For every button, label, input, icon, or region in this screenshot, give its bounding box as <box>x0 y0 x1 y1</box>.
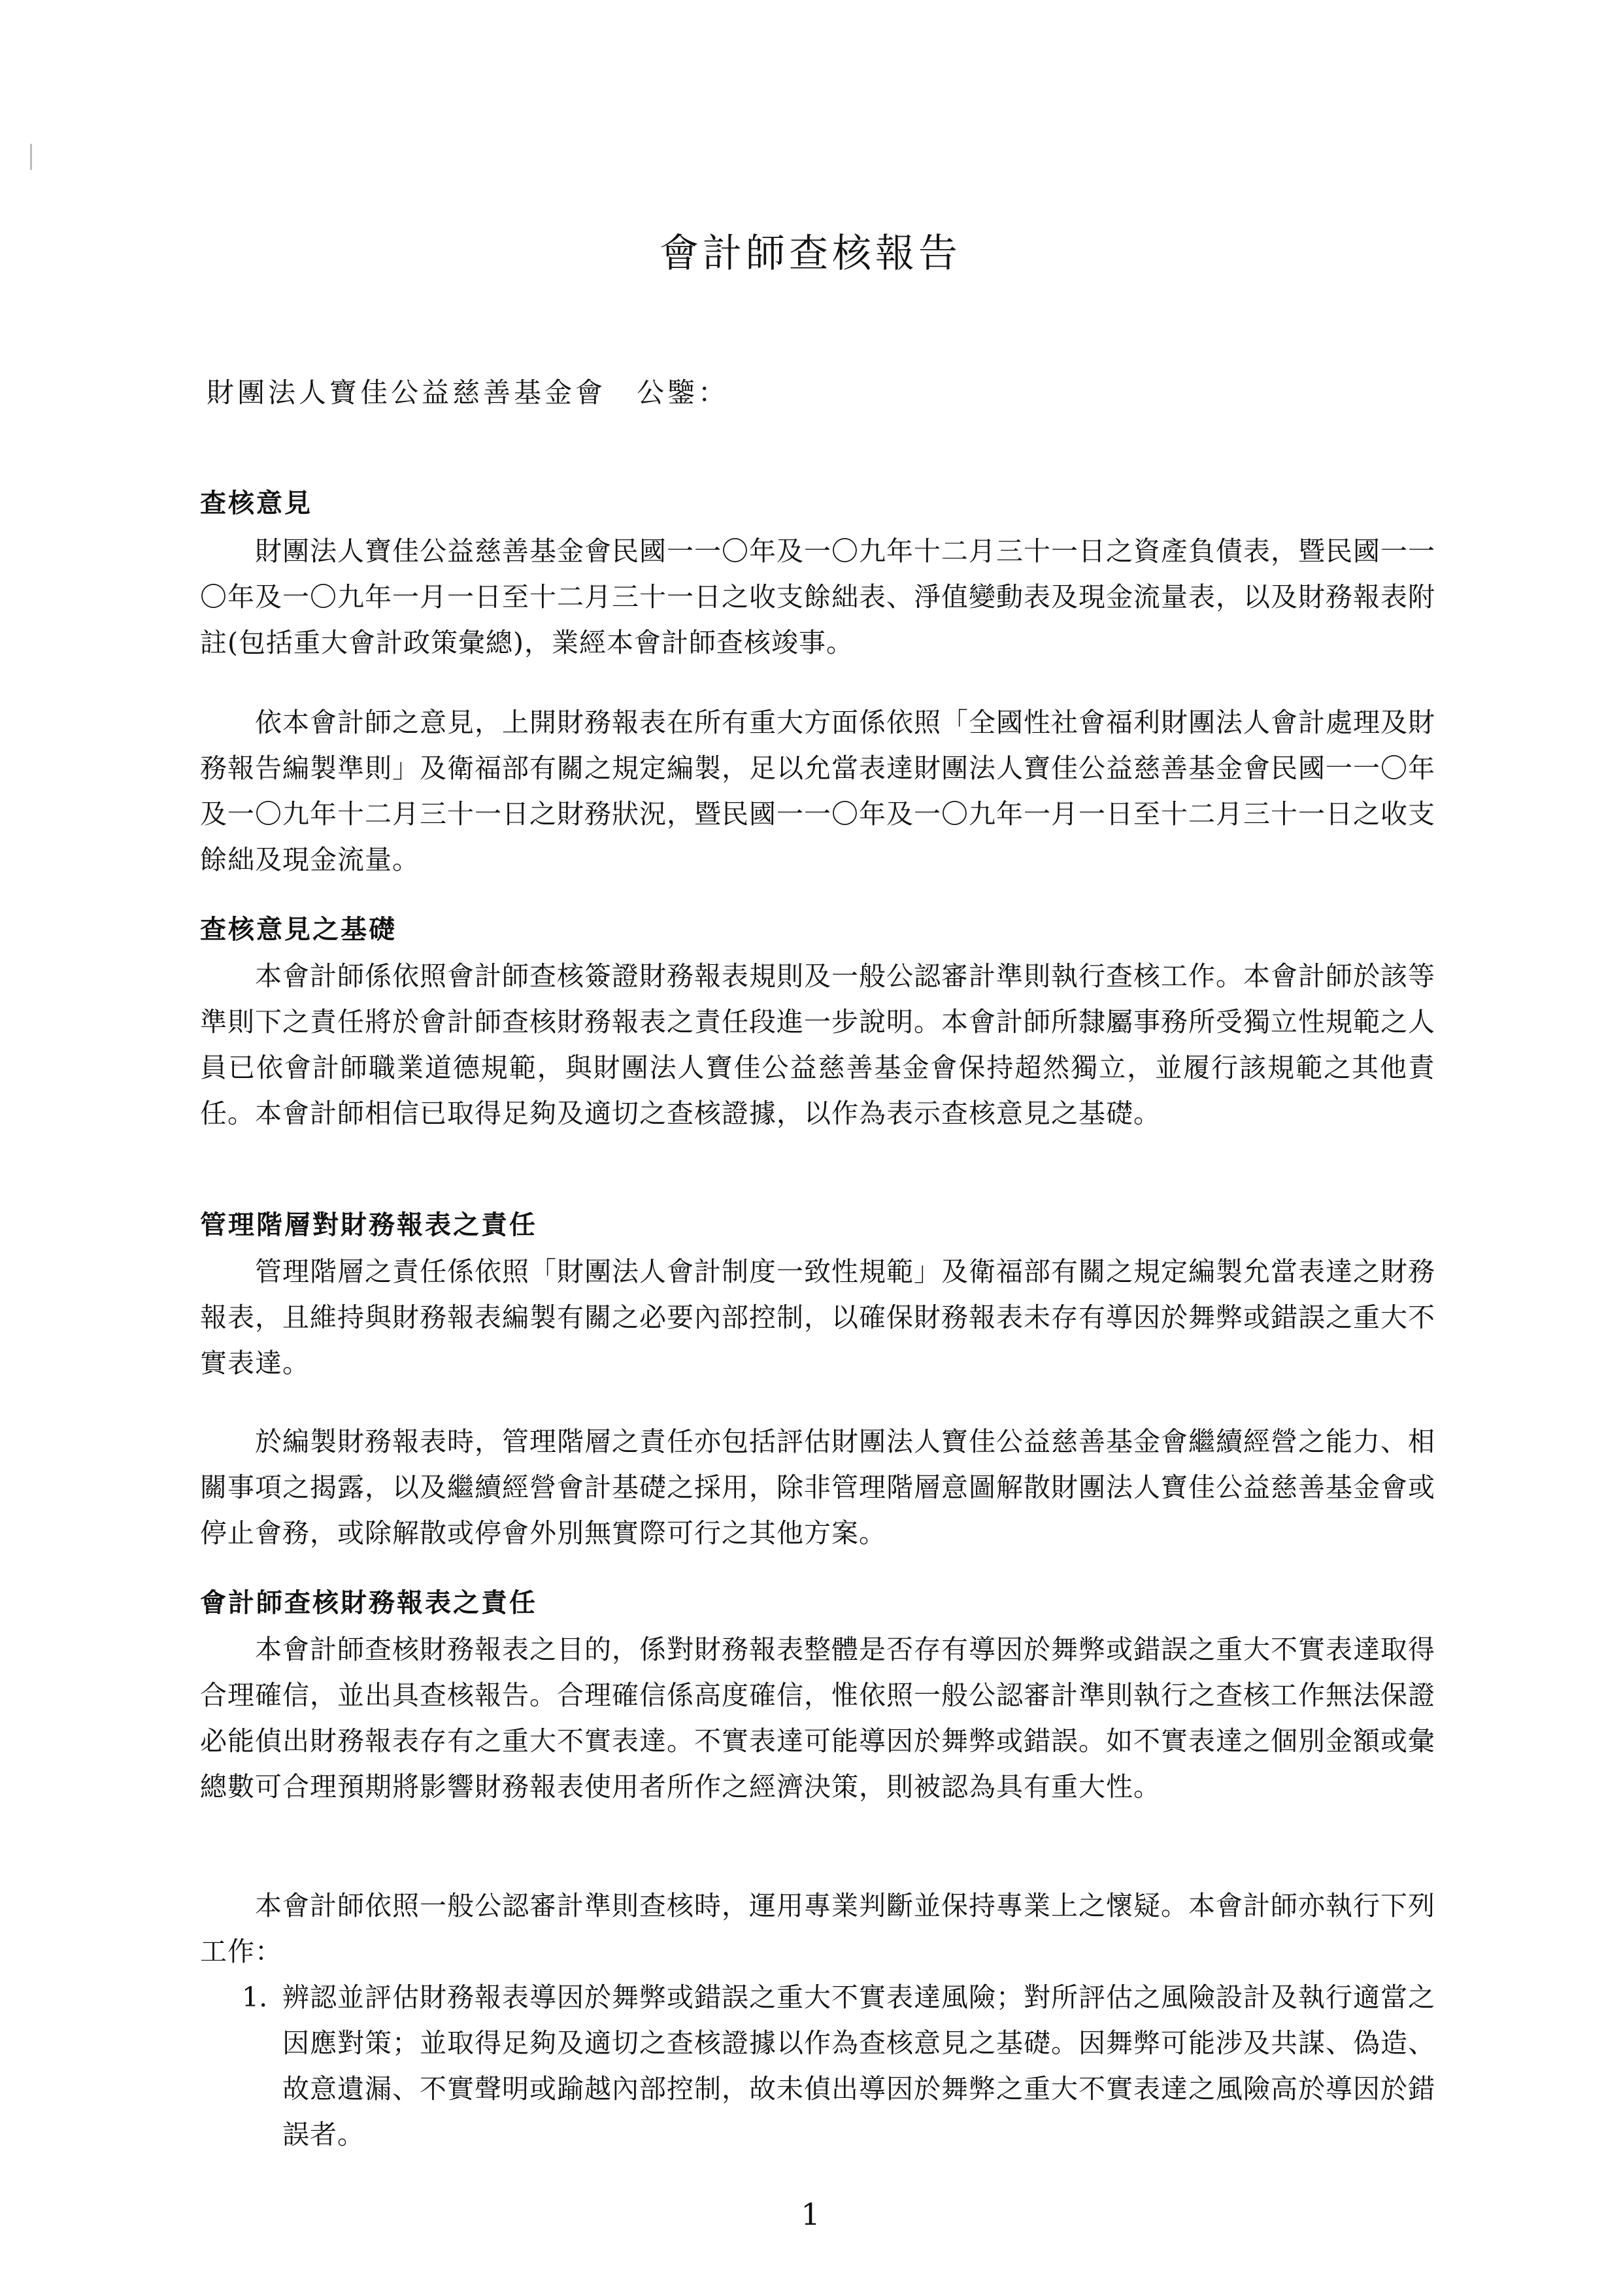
margin-mark <box>30 144 32 170</box>
management-paragraph-1: 管理階層之責任係依照「財團法人會計制度一致性規範」及衛福部有關之規定編製允當表達之財務報表，且維持與財務報表編製有關之必要內部控制，以確保財務報表未存有導因於舞弊或錯誤之重大不實表達。 <box>200 1256 1435 1379</box>
addressee: 財團法人寶佳公益慈善基金會 公鑒： <box>207 377 729 409</box>
auditor-paragraph-2: 本會計師依照一般公認審計準則查核時，運用專業判斷並保持專業上之懷疑。本會計師亦執行下列工作： <box>200 1890 1435 1967</box>
basis-paragraph: 本會計師係依照會計師查核簽證財務報表規則及一般公認審計準則執行查核工作。本會計師於該等準則下之責任將於會計師查核財務報表之責任段進一步說明。本會計師所隸屬事務所受獨立性規範之人員已依會計師職業道德規範，與財團法人寶佳公益慈善基金會保持超然獨立，並履行該規範之其他責任。本會計師相信已取得足夠及適切之查核證據，以作為表示查核意見之基礎。 <box>200 960 1435 1129</box>
list-item-text: 辨認並評估財務報表導因於舞弊或錯誤之重大不實表達風險；對所評估之風險設計及執行適當之因應對策；並取得足夠及適切之查核證據以作為查核意見之基礎。因舞弊可能涉及共謀、偽造、故意遺漏、不實聲明或踰越內部控制，故未偵出導因於舞弊之重大不實表達之風險高於導因於錯誤者。 <box>282 1982 1435 2150</box>
page-number: 1 <box>801 2197 820 2232</box>
section-heading-auditor: 會計師查核財務報表之責任 <box>200 1587 537 1618</box>
opinion-paragraph-2: 依本會計師之意見，上開財務報表在所有重大方面係依照「全國性社會福利財團法人會計處理及財務報告編製準則」及衛福部有關之規定編製，足以允當表達財團法人寶佳公益慈善基金會民國一一〇年及一〇九年十二月三十一日之財務狀況，暨民國一一〇年及一〇九年一月一日至十二月三十一日之收支餘絀及現金流量。 <box>200 707 1435 875</box>
section-heading-opinion: 查核意見 <box>200 488 312 518</box>
management-paragraph-2: 於編製財務報表時，管理階層之責任亦包括評估財團法人寶佳公益慈善基金會繼續經營之能力、相關事項之揭露，以及繼續經營會計基礎之採用，除非管理階層意圖解散財團法人寶佳公益慈善基金會或停止會務，或除解散或停會外別無實際可行之其他方案。 <box>200 1426 1435 1549</box>
report-title: 會計師查核報告 <box>660 231 961 277</box>
opinion-paragraph-1: 財團法人寶佳公益慈善基金會民國一一〇年及一〇九年十二月三十一日之資產負債表，暨民國一一〇年及一〇九年一月一日至十二月三十一日之收支餘絀表、淨值變動表及現金流量表，以及財務報表附註(包括重大會計政策彙總)，業經本會計師查核竣事。 <box>200 535 1435 658</box>
list-item-number: 1. <box>242 1982 268 2013</box>
section-heading-management: 管理階層對財務報表之責任 <box>200 1209 537 1240</box>
section-heading-basis: 查核意見之基礎 <box>200 914 397 945</box>
auditor-paragraph-1: 本會計師查核財務報表之目的，係對財務報表整體是否存有導因於舞弊或錯誤之重大不實表達取得合理確信，並出具查核報告。合理確信係高度確信，惟依照一般公認審計準則執行之查核工作無法保證必能偵出財務報表存有之重大不實表達。不實表達可能導因於舞弊或錯誤。如不實表達之個別金額或彙總數可合理預期將影響財務報表使用者所作之經濟決策，則被認為具有重大性。 <box>200 1634 1435 1802</box>
